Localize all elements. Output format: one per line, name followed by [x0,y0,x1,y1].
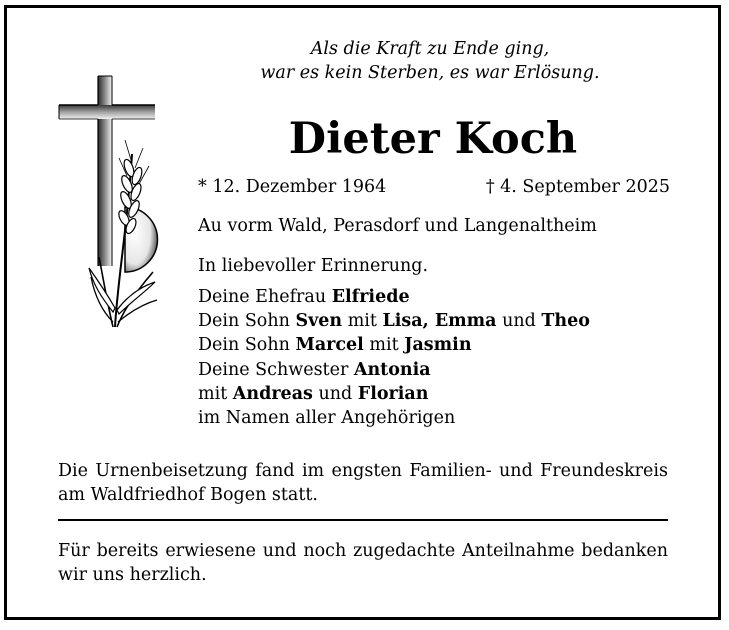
family-line: Deine Ehefrau Elfriede [198,287,410,307]
family-line: Deine Schwester Antonia [198,359,431,380]
death-date: † 4. September 2025 [485,177,670,197]
birth-date: * 12. Dezember 1964 [198,177,387,197]
places: Au vorm Wald, Perasdorf und Langenaltheim [198,216,597,236]
family-line: Dein Sohn Sven mit Lisa, Emma und Theo [198,311,590,332]
remembrance-line: In liebevoller Erinnerung. [198,256,429,276]
funeral-notice: Die Urnenbeisetzung fand im engsten Familien- und Freundeskreis am Waldfriedhof Bogen statt. [58,461,668,505]
deceased-name: Dieter Koch [288,114,578,164]
life-dates [198,175,670,199]
motto [190,37,670,85]
motto-line-1: Als die Kraft zu Ende ging, [310,39,550,59]
family-line: im Namen aller Angehörigen [198,408,456,429]
family-line: Dein Sohn Marcel mit Jasmin [198,335,472,356]
family-line: mit Andreas und Florian [198,383,429,404]
family-list [198,285,590,430]
motto-line-2: war es kein Sterben, es war Erlösung. [260,63,600,83]
thanks-text: Für bereits erwiesene und noch zugedachte Anteilnahme bedanken wir uns herzlich. [58,541,668,585]
cross-with-wheat-icon [55,72,170,334]
divider [58,519,668,521]
